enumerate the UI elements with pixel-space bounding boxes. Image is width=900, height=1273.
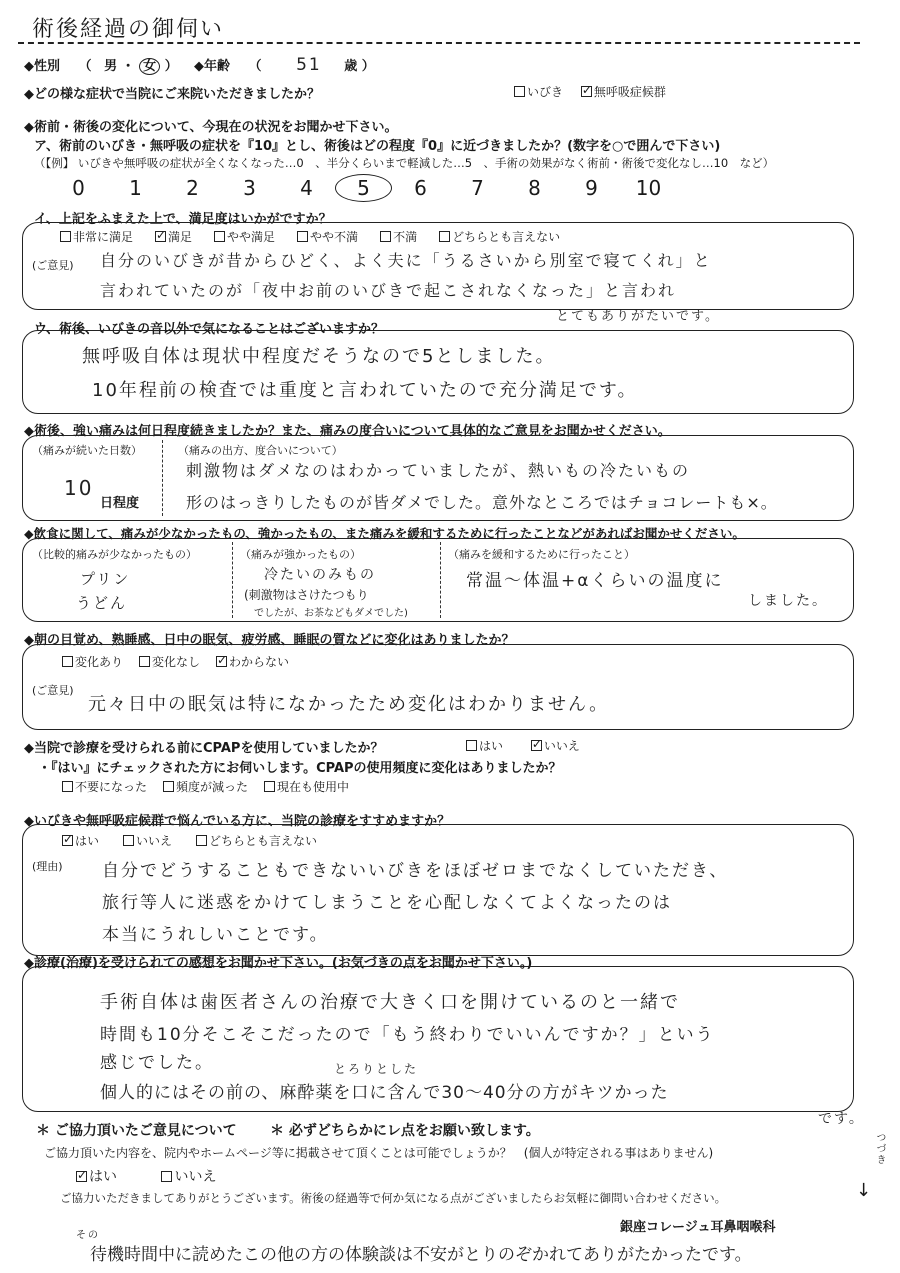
food-col2-label: （痛みが強かったもの） <box>240 548 361 561</box>
sleep-checkbox-1[interactable] <box>139 656 150 667</box>
recommend-option-2[interactable] <box>196 834 317 848</box>
impression-handwriting-2: 時間も10分そこそこだったので「もう終わりでいいんですか？」という <box>100 1025 715 1045</box>
recommend-handwriting-1: 自分でどうすることもできないいびきをほぼゼロまでなくしていただき、 <box>102 861 729 881</box>
other-handwriting-2: 10年程前の検査では重度と言われていたので充分満足です。 <box>92 380 638 401</box>
coop-options <box>76 1166 230 1186</box>
cpap-sub-option-label: 不要になった <box>75 780 148 794</box>
scale-value-3[interactable]: 3 <box>243 176 256 200</box>
gender-sep: ・ <box>121 59 135 74</box>
sleep-checkbox-2[interactable] <box>216 656 227 667</box>
checkbox-coop-no[interactable] <box>161 1171 172 1182</box>
scale-value-0[interactable]: 0 <box>72 176 85 200</box>
recommend-options <box>62 832 341 849</box>
q-pain: ◆術後、強い痛みは何日程度続きましたか？また、痛みの度合いについて具体的なご意見をお聞かせください。 <box>24 424 671 439</box>
gender-label: ◆性別 <box>24 59 60 74</box>
satisfaction-option-3[interactable] <box>297 230 358 244</box>
satisfaction-option-5[interactable] <box>439 230 560 244</box>
food-col1-label: （比較的痛みが少なかったもの） <box>32 548 197 561</box>
scale-value-7[interactable]: 7 <box>471 176 484 200</box>
satisfaction-handwriting-3: とてもありがたいです。 <box>556 309 720 324</box>
sleep-checkbox-0[interactable] <box>62 656 73 667</box>
satisfaction-checkbox-1[interactable] <box>155 231 166 242</box>
q-impression: ◆診療(治療)を受けられての感想をお聞かせ下さい。(お気づきの点をお聞かせ下さい。) <box>24 956 533 971</box>
cpap-options <box>466 737 594 754</box>
pain-divider <box>162 440 163 516</box>
food-col3-handwriting-2: しました。 <box>748 593 828 609</box>
sleep-handwriting-1: 元々日中の眠気は特になかったため変化はわかりません。 <box>88 694 610 715</box>
sleep-option-label: 変化なし <box>152 655 201 669</box>
option-apnea[interactable] <box>581 85 666 99</box>
coop-heading-2: ＊ 必ずどちらかにレ点をお願い致します。 <box>270 1123 540 1139</box>
checkbox-coop-yes-checked[interactable] <box>76 1171 87 1182</box>
satisfaction-option-label: やや不満 <box>310 230 359 244</box>
recommend-checkbox-2[interactable] <box>196 835 207 846</box>
food-col2-handwriting-3: でしたが、お茶などもダメでした) <box>254 608 408 619</box>
q-change-sub-a: ア、術前のいびき・無呼吸の症状を『10』とし、術後はどの程度『0』に近づきましたか？(数字を○で囲んで下さい) <box>34 139 721 154</box>
coop-handwriting-last: 待機時間中に読めたこの他の方の体験談は不安がとりのぞかれてありがたかったです。 <box>90 1245 752 1265</box>
satisfaction-option-0[interactable] <box>60 230 133 244</box>
scale-value-8[interactable]: 8 <box>528 176 541 200</box>
option-apnea-label: 無呼吸症候群 <box>593 85 666 99</box>
recommend-option-label: はい <box>75 834 100 848</box>
satisfaction-options <box>60 228 582 245</box>
gender-female-selected[interactable]: 女 <box>139 58 160 75</box>
pain-detail-label: （痛みの出方、度合いについて） <box>178 444 343 457</box>
satisfaction-handwriting-1: 自分のいびきが昔からひどく、よく夫に「うるさいから別室で寝てくれ」と <box>100 251 712 270</box>
checkbox-cpap-yes[interactable] <box>466 740 477 751</box>
option-coop-no-label: いいえ <box>174 1169 217 1185</box>
food-divider-1 <box>232 542 233 618</box>
recommend-label: (理由) <box>32 860 63 873</box>
recommend-checkbox-0[interactable] <box>62 835 73 846</box>
q-cpap: ◆当院で診療を受けられる前にCPAPを使用していましたか？ <box>24 741 384 756</box>
recommend-option-label: どちらとも言えない <box>209 834 318 848</box>
sleep-option-1[interactable] <box>139 655 200 669</box>
cpap-sub-checkbox-2[interactable] <box>264 781 275 792</box>
q-cpap-sub: ・『はい』にチェックされた方にお伺いします。CPAPの使用頻度に変化はありましたか？ <box>38 761 562 776</box>
symptom-options <box>514 83 680 100</box>
pain-handwriting-2: 形のはっきりしたものが皆ダメでした。意外なところではチョコレートも×。 <box>186 493 778 512</box>
q-recommend: ◆いびきや無呼吸症候群で悩んでいる方に、当院の診療をすすめますか？ <box>24 814 451 829</box>
food-col2-handwriting-2: (刺激物はさけたつもり <box>244 588 369 602</box>
other-handwriting-1: 無呼吸自体は現状中程度だそうなので5としました。 <box>82 346 556 367</box>
gender-paren-close: ） <box>164 59 178 74</box>
age-unit: 歳 <box>344 59 358 74</box>
q-sleep: ◆朝の目覚め、熟睡感、日中の眠気、疲労感、睡眠の質などに変化はありましたか？ <box>24 633 515 648</box>
cpap-sub-option-label: 現在も使用中 <box>277 780 350 794</box>
cpap-sub-option-0[interactable] <box>62 780 147 794</box>
option-cpap-no-label: いいえ <box>543 739 580 753</box>
option-coop-no[interactable] <box>161 1169 216 1185</box>
option-snoring[interactable] <box>514 85 563 99</box>
impression-handwriting-4: 個人的にはその前の、麻酔薬を口に含んで30〜40分の方がキツかった <box>100 1083 669 1103</box>
food-divider-2 <box>440 542 441 618</box>
option-cpap-no[interactable] <box>531 739 580 753</box>
scale-selected-circle: 5 <box>335 174 392 202</box>
gender-paren-open: （ <box>78 59 92 74</box>
option-coop-yes[interactable] <box>76 1169 117 1185</box>
q-symptom: ◆どの様な症状で当院にご来院いただきましたか？ <box>24 87 320 102</box>
coop-thanks: ご協力いただきましてありがとうございます。術後の経過等で何か気になる点がございましたらお気軽に御問い合わせください。 <box>60 1191 727 1205</box>
severity-scale <box>50 174 677 202</box>
recommend-handwriting-3: 本当にうれしいことです。 <box>102 925 329 945</box>
scale-value-1[interactable]: 1 <box>129 176 142 200</box>
satisfaction-option-4[interactable] <box>380 230 417 244</box>
coop-text: ご協力頂いた内容を、院内やホームページ等に掲載させて頂くことは可能でしょうか？ (個人が特定される事はありません) <box>44 1146 714 1160</box>
coop-handwriting-side: つづき <box>874 1132 885 1165</box>
cpap-sub-checkbox-0[interactable] <box>62 781 73 792</box>
impression-handwriting-3: 感じでした。 <box>100 1053 214 1073</box>
sleep-options <box>62 653 305 670</box>
satisfaction-checkbox-2[interactable] <box>214 231 225 242</box>
cpap-sub-option-label: 頻度が減った <box>176 780 249 794</box>
cpap-sub-options <box>62 778 365 795</box>
impression-handwriting-1: 手術自体は歯医者さんの治療で大きく口を開けているのと一緒で <box>100 992 680 1013</box>
scale-value-2[interactable]: 2 <box>186 176 199 200</box>
food-col3-handwriting-1: 常温〜体温+αくらいの温度に <box>466 571 724 591</box>
sleep-option-label: 変化あり <box>75 655 124 669</box>
satisfaction-option-label: どちらとも言えない <box>452 230 561 244</box>
pain-days-label: （痛みが続いた日数） <box>32 444 142 457</box>
satisfaction-label: (ご意見) <box>32 259 74 272</box>
scale-value-10[interactable]: 10 <box>635 176 662 200</box>
arrow-down-icon: ↓ <box>856 1180 872 1201</box>
scale-value-9[interactable]: 9 <box>585 176 598 200</box>
satisfaction-option-label: 不満 <box>393 230 418 244</box>
recommend-option-0[interactable] <box>62 834 99 848</box>
satisfaction-checkbox-3[interactable] <box>297 231 308 242</box>
food-col3-label: （痛みを緩和するために行ったこと） <box>448 548 635 561</box>
gender-row <box>24 55 178 74</box>
age-paren-open: （ <box>248 59 262 74</box>
sleep-option-0[interactable] <box>62 655 123 669</box>
gender-male[interactable]: 男 <box>104 59 118 74</box>
page-title: 術後経過の御伺い <box>32 17 225 42</box>
satisfaction-option-label: やや満足 <box>227 230 276 244</box>
q-change-example: （【例】 いびきや無呼吸の症状が全くなくなった…0 、半分くらいまで軽減した…5 、手術の効果がなく術前・術後で変化なし…10 など） <box>34 156 775 170</box>
impression-handwriting-5: です。 <box>818 1111 865 1127</box>
age-value[interactable]: 51 <box>296 55 322 75</box>
cpap-sub-option-1[interactable] <box>163 780 248 794</box>
food-col1-handwriting-2: うどん <box>76 594 128 612</box>
coop-handwriting-pre: その <box>76 1230 100 1241</box>
satisfaction-handwriting-2: 言われていたのが「夜中お前のいびきで起こされなくなった」と言われ <box>100 281 677 300</box>
pain-handwriting-1: 刺激物はダメなのはわかっていましたが、熱いもの冷たいもの <box>186 461 691 480</box>
satisfaction-checkbox-5[interactable] <box>439 231 450 242</box>
satisfaction-option-1[interactable] <box>155 230 192 244</box>
checkbox-snoring[interactable] <box>514 86 525 97</box>
option-snoring-label: いびき <box>527 85 564 99</box>
cpap-sub-option-2[interactable] <box>264 780 349 794</box>
satisfaction-option-label: 非常に満足 <box>73 230 134 244</box>
recommend-handwriting-2: 旅行等人に迷惑をかけてしまうことを心配しなくてよくなったのは <box>102 893 672 913</box>
scale-value-4[interactable]: 4 <box>300 176 313 200</box>
sleep-option-2[interactable] <box>216 655 289 669</box>
age-paren-close: ） <box>361 59 375 74</box>
recommend-option-label: いいえ <box>136 834 173 848</box>
food-col2-handwriting-1: 冷たいのみもの <box>264 567 376 583</box>
pain-days-unit: 日程度 <box>100 496 140 511</box>
impression-handwriting-insert: とろりとした <box>334 1062 419 1076</box>
sleep-option-label: わからない <box>229 655 290 669</box>
coop-heading-1: ＊ ご協力頂いたご意見について <box>36 1123 237 1139</box>
checkbox-cpap-no-checked[interactable] <box>531 740 542 751</box>
q-satisfaction: イ、上記をふまえた上で、満足度はいかがですか？ <box>34 212 332 227</box>
age-label: ◆年齢 <box>194 59 230 74</box>
satisfaction-option-2[interactable] <box>214 230 275 244</box>
title-divider <box>18 42 860 44</box>
recommend-checkbox-1[interactable] <box>123 835 134 846</box>
satisfaction-checkbox-0[interactable] <box>60 231 71 242</box>
option-cpap-yes-label: はい <box>479 739 504 753</box>
clinic-name: 銀座コレージュ耳鼻咽喉科 <box>620 1220 776 1235</box>
option-cpap-yes[interactable] <box>466 739 503 753</box>
pain-days-value[interactable]: 10 <box>64 476 94 500</box>
scale-value-5[interactable] <box>335 174 392 202</box>
q-change: ◆術前・術後の変化について、今現在の状況をお聞かせ下さい。 <box>24 120 398 135</box>
option-coop-yes-label: はい <box>89 1169 117 1185</box>
q-food: ◆飲食に関して、痛みが少なかったもの、強かったもの、また痛みを緩和するために行ったことなどがあればお聞かせください。 <box>24 526 745 541</box>
food-col1-handwriting-1: プリン <box>80 570 131 588</box>
recommend-option-1[interactable] <box>123 834 172 848</box>
sleep-label: (ご意見) <box>32 684 74 697</box>
q-other: ウ、術後、いびきの音以外で気になることはございますか？ <box>34 322 384 337</box>
satisfaction-checkbox-4[interactable] <box>380 231 391 242</box>
scale-value-6[interactable]: 6 <box>414 176 427 200</box>
satisfaction-option-label: 満足 <box>168 230 193 244</box>
cpap-sub-checkbox-1[interactable] <box>163 781 174 792</box>
checkbox-apnea-checked[interactable] <box>581 86 592 97</box>
age-row <box>194 55 375 75</box>
